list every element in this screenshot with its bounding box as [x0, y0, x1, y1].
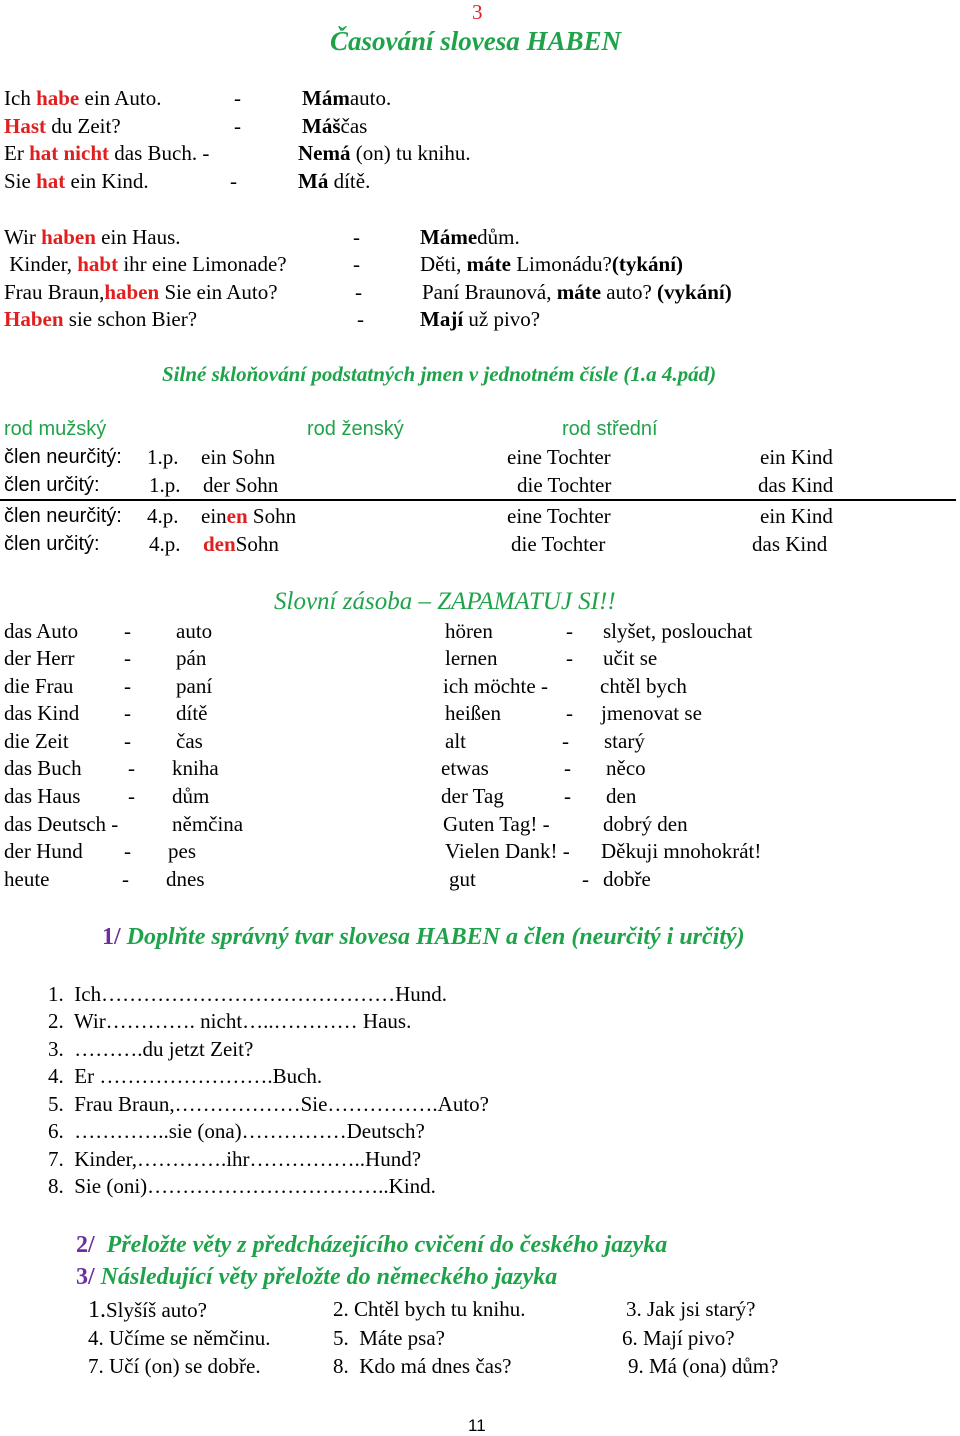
- page-title: Časování slovesa HABEN: [330, 26, 622, 56]
- sentence-5: 5. Máte psa?: [333, 1326, 445, 1350]
- vocab-dash: -: [124, 619, 131, 643]
- vocab-de: die Frau: [4, 674, 74, 698]
- conj-line-1-cz: Mámauto.: [302, 86, 392, 110]
- page-number-bottom: 11: [468, 1416, 486, 1435]
- vocab-cz: pán: [176, 646, 207, 670]
- sentence-8: 8. Kdo má dnes čas?: [333, 1354, 512, 1378]
- vocab-de: der Tag: [441, 784, 504, 808]
- vocab-cz: dobře: [603, 867, 651, 891]
- conj-line-2-de: Hast du Zeit?: [4, 114, 121, 138]
- vocab-dash: -: [566, 646, 573, 670]
- conj-line-7-cz: Paní Braunová, máte auto? (vykání): [422, 280, 732, 304]
- sentence-3: 3. Jak jsi starý?: [626, 1297, 756, 1321]
- row-case: 4.p.: [149, 532, 181, 556]
- vocab-cz: učit se: [603, 646, 658, 670]
- row-masc: denSohn: [203, 532, 279, 556]
- conj-line-8-cz: Mají už pivo?: [420, 307, 541, 331]
- row-masc: einen Sohn: [201, 504, 297, 528]
- conj-line-5-de: Wir haben ein Haus.: [4, 225, 181, 249]
- conj-line-7-de: Frau Braun,haben Sie ein Auto?: [4, 280, 278, 304]
- vocab-de: gut: [449, 867, 476, 891]
- vocab-cz: pes: [168, 839, 196, 863]
- conj-line-3-de: Er hat nicht das Buch. -: [4, 141, 210, 165]
- vocab-de: heißen: [445, 701, 501, 725]
- sentence-6: 6. Mají pivo?: [622, 1326, 735, 1350]
- sentence-1: 1.Slyšíš auto?: [88, 1297, 207, 1323]
- conj-line-3-cz: Nemá (on) tu knihu.: [298, 141, 471, 165]
- conj-line-1-dash: -: [234, 86, 241, 110]
- conj-line-6-dash: -: [353, 252, 360, 276]
- vocab-dash: -: [566, 619, 573, 643]
- table-divider: [0, 499, 956, 501]
- vocab-de: der Hund: [4, 839, 83, 863]
- header-masculine: rod mužský: [4, 418, 107, 440]
- sentence-7: 7. Učí (on) se dobře.: [88, 1354, 261, 1378]
- row-case: 4.p.: [147, 504, 179, 528]
- row-case: 1.p.: [149, 473, 181, 497]
- header-neuter: rod střední: [562, 418, 658, 440]
- vocab-dash: -: [128, 784, 135, 808]
- conj-line-5-cz: Mámedům.: [420, 225, 520, 249]
- vocab-de: heute: [4, 867, 50, 891]
- conj-line-8-dash: -: [357, 307, 364, 331]
- exercise-item: 6. …………..sie (ona)……………Deutsch?: [48, 1119, 425, 1143]
- vocab-cz: jmenovat se: [601, 701, 702, 725]
- declension-title: Silné skloňování podstatných jmen v jednotném čísle (1.a 4.pád): [162, 362, 717, 386]
- exercise-item: 7. Kinder,………….ihr……………..Hund?: [48, 1147, 422, 1171]
- vocab-de: das Buch: [4, 756, 82, 780]
- row-masc: ein Sohn: [201, 445, 276, 469]
- vocab-de: das Haus: [4, 784, 81, 808]
- vocab-dash: -: [124, 646, 131, 670]
- vocab-cz: Děkuji mnohokrát!: [601, 839, 762, 863]
- exercise-item: 8. Sie (oni)……………………………..Kind.: [48, 1174, 436, 1198]
- conj-line-4-de: Sie hat ein Kind.: [4, 169, 149, 193]
- vocab-de: das Auto: [4, 619, 79, 643]
- sentence-9: 9. Má (ona) dům?: [628, 1354, 779, 1378]
- vocab-dash: -: [582, 867, 589, 891]
- exercise-item: 2. Wir…………. nicht…..………… Haus.: [48, 1009, 412, 1033]
- exercise1-heading: 1/ Doplňte správný tvar slovesa HABEN a člen (neurčitý i určitý): [102, 924, 745, 950]
- vocab-cz: dnes: [166, 867, 205, 891]
- vocab-cz: slyšet, poslouchat: [603, 619, 753, 643]
- row-fem: eine Tochter: [507, 504, 611, 528]
- sentence-2: 2. Chtěl bych tu knihu.: [333, 1297, 526, 1321]
- exercise-item: 5. Frau Braun,………………Sie…………….Auto?: [48, 1092, 489, 1116]
- vocab-dash: -: [124, 839, 131, 863]
- conj-line-6-de: Kinder, habt ihr eine Limonade?: [4, 252, 287, 276]
- vocab-dash: -: [564, 756, 571, 780]
- conj-line-4-dash: -: [230, 169, 237, 193]
- conj-line-8-de: Haben sie schon Bier?: [4, 307, 198, 331]
- exercise3-heading: 3/ Následující věty přeložte do německého jazyka: [76, 1264, 558, 1290]
- vocab-cz: paní: [176, 674, 213, 698]
- vocab-cz: auto: [176, 619, 213, 643]
- row-case: 1.p.: [147, 445, 179, 469]
- row-masc: der Sohn: [203, 473, 279, 497]
- vocab-dash: -: [562, 729, 569, 753]
- vocab-dash: -: [128, 756, 135, 780]
- vocab-cz: dům: [172, 784, 210, 808]
- vocab-cz: němčina: [172, 812, 244, 836]
- vocab-cz: dítě: [176, 701, 208, 725]
- vocab-cz: kniha: [172, 756, 219, 780]
- sentence-4: 4. Učíme se němčinu.: [88, 1326, 271, 1350]
- vocab-dash: -: [124, 729, 131, 753]
- vocab-cz: chtěl bych: [600, 674, 687, 698]
- conj-line-5-dash: -: [353, 225, 360, 249]
- vocab-de: lernen: [445, 646, 498, 670]
- vocab-de: die Zeit: [4, 729, 69, 753]
- row-fem: die Tochter: [517, 473, 612, 497]
- vocab-dash: -: [124, 674, 131, 698]
- vocab-de: das Deutsch -: [4, 812, 119, 836]
- exercise2-heading: 2/ Přeložte věty z předcházejícího cvičení do českého jazyka: [76, 1232, 668, 1258]
- vocab-de: Vielen Dank! -: [445, 839, 570, 863]
- page-number-top: 3: [472, 0, 483, 24]
- vocabulary-title: Slovní zásoba – ZAPAMATUJ SI!!: [274, 588, 616, 615]
- conj-line-6-cz: Děti, máte Limonádu?(tykání): [420, 252, 684, 276]
- vocab-de: alt: [445, 729, 466, 753]
- vocab-cz: starý: [604, 729, 645, 753]
- row-label: člen neurčitý:: [4, 505, 122, 527]
- vocab-de: hören: [445, 619, 493, 643]
- vocab-de: etwas: [441, 756, 489, 780]
- conj-line-4-cz: Má dítě.: [298, 169, 371, 193]
- vocab-dash: -: [566, 701, 573, 725]
- vocab-de: der Herr: [4, 646, 75, 670]
- vocab-de: ich möchte -: [443, 674, 548, 698]
- vocab-dash: -: [122, 867, 129, 891]
- vocab-cz: den: [606, 784, 637, 808]
- row-neut: ein Kind: [760, 445, 833, 469]
- vocab-cz: dobrý den: [603, 812, 688, 836]
- exercise-item: 1. Ich……………………………………Hund.: [48, 982, 447, 1006]
- row-neut: das Kind: [758, 473, 834, 497]
- row-neut: ein Kind: [760, 504, 833, 528]
- row-fem: eine Tochter: [507, 445, 611, 469]
- exercise-item: 3. ……….du jetzt Zeit?: [48, 1037, 254, 1061]
- row-label: člen určitý:: [4, 474, 100, 496]
- exercise-item: 4. Er …………………….Buch.: [48, 1064, 323, 1088]
- header-feminine: rod ženský: [307, 418, 404, 440]
- row-label: člen určitý:: [4, 533, 100, 555]
- vocab-cz: něco: [606, 756, 646, 780]
- row-fem: die Tochter: [511, 532, 606, 556]
- conj-line-2-cz: Máščas: [302, 114, 368, 138]
- vocab-dash: -: [564, 784, 571, 808]
- vocab-de: Guten Tag! -: [443, 812, 550, 836]
- vocab-de: das Kind: [4, 701, 80, 725]
- row-label: člen neurčitý:: [4, 446, 122, 468]
- vocab-dash: -: [124, 701, 131, 725]
- conj-line-7-dash: -: [355, 280, 362, 304]
- conj-line-2-dash: -: [234, 114, 241, 138]
- row-neut: das Kind: [752, 532, 828, 556]
- vocab-cz: čas: [176, 729, 203, 753]
- conj-line-1-de: Ich habe ein Auto.: [4, 86, 162, 110]
